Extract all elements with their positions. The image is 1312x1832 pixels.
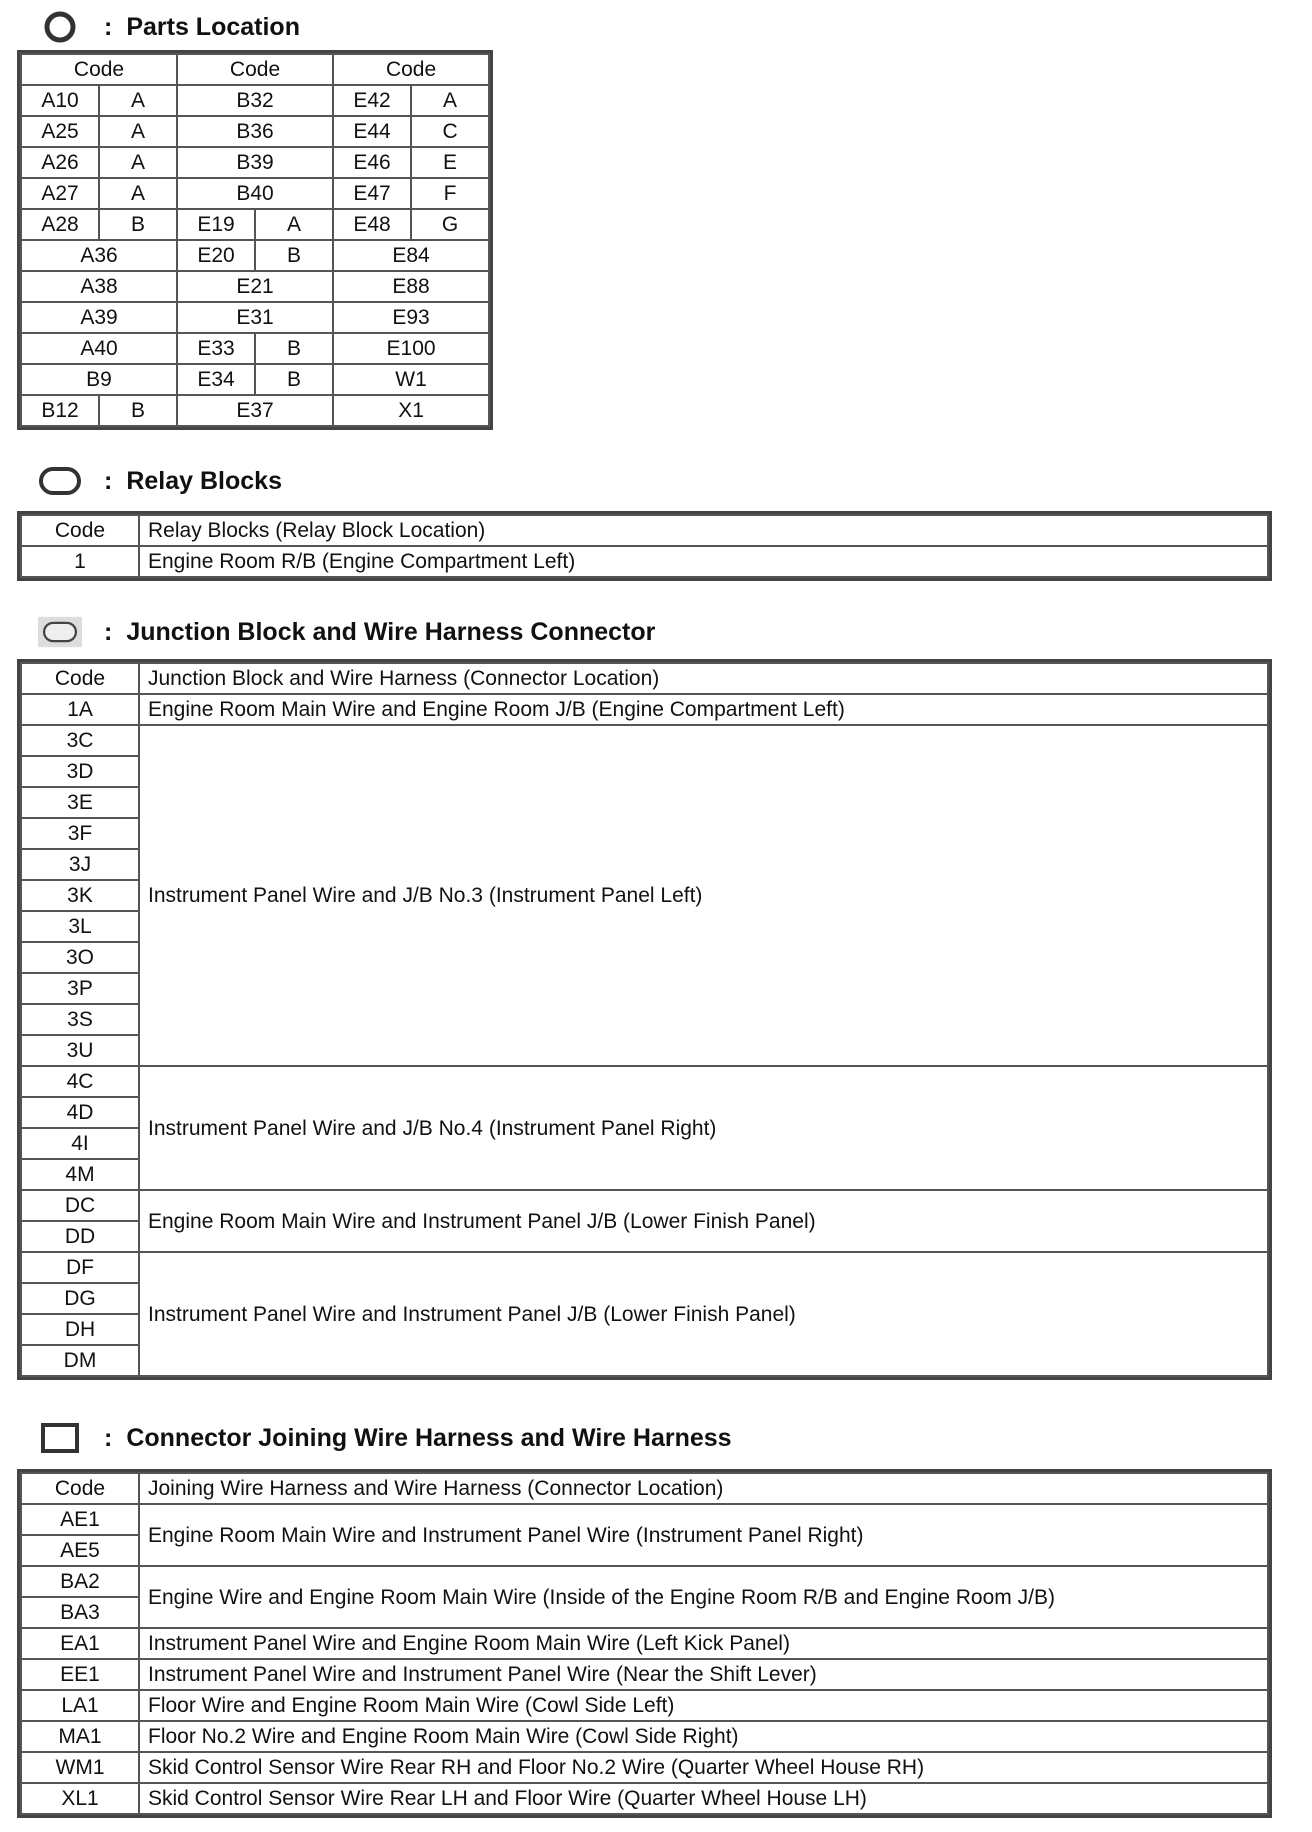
parts-location-table xyxy=(20,53,490,427)
location-description-cell: Engine Room Main Wire and Engine Room J/B (Engine Compartment Left) xyxy=(139,694,1268,725)
location-description-cell: Instrument Panel Wire and Instrument Panel J/B (Lower Finish Panel) xyxy=(139,1252,1268,1376)
location-description-cell: Engine Room Main Wire and Instrument Panel Wire (Instrument Panel Right) xyxy=(139,1504,1268,1566)
part-code-cell: B39 xyxy=(177,147,333,178)
table-row xyxy=(21,1566,1268,1597)
section-title: Junction Block and Wire Harness Connector xyxy=(126,617,656,646)
connector-code-cell: 3C xyxy=(21,725,139,756)
part-code-cell: B36 xyxy=(177,116,333,147)
part-code-cell: E46 xyxy=(333,147,411,178)
part-code-cell: A28 xyxy=(21,209,99,240)
table-row xyxy=(21,1783,1268,1814)
junction-block-table xyxy=(20,662,1269,1377)
location-description-cell: Floor No.2 Wire and Engine Room Main Wire (Cowl Side Right) xyxy=(139,1721,1268,1752)
connector-code-cell: 3F xyxy=(21,818,139,849)
connector-code-cell: 3K xyxy=(21,880,139,911)
connector-code-cell: DM xyxy=(21,1345,139,1376)
connector-code-cell: BA3 xyxy=(21,1597,139,1628)
part-code-cell: A36 xyxy=(21,240,177,271)
location-letter-cell: A xyxy=(99,116,177,147)
table-row xyxy=(21,1252,1268,1283)
table-row xyxy=(21,1066,1268,1097)
part-code-cell: B12 xyxy=(21,395,99,426)
location-column-header: Junction Block and Wire Harness (Connector Location) xyxy=(139,663,1268,694)
colon: : xyxy=(104,1423,113,1452)
column-header: Code xyxy=(21,54,177,85)
relay-blocks-table xyxy=(20,514,1269,578)
connector-code-cell: 3S xyxy=(21,1004,139,1035)
location-description-cell: Instrument Panel Wire and Instrument Panel Wire (Near the Shift Lever) xyxy=(139,1659,1268,1690)
connector-code-cell: 3P xyxy=(21,973,139,1004)
section-title: Parts Location xyxy=(126,12,300,41)
table-row xyxy=(21,1628,1268,1659)
square-symbol-icon xyxy=(38,1422,82,1454)
table-row xyxy=(21,395,489,426)
connector-code-cell: 3U xyxy=(21,1035,139,1066)
table-row xyxy=(21,725,1268,756)
location-description-cell: Engine Wire and Engine Room Main Wire (Inside of the Engine Room R/B and Engine Room J/B) xyxy=(139,1566,1268,1628)
connector-code-cell: 4D xyxy=(21,1097,139,1128)
location-description-cell: Instrument Panel Wire and J/B No.4 (Instrument Panel Right) xyxy=(139,1066,1268,1190)
connector-code-cell: LA1 xyxy=(21,1690,139,1721)
part-code-cell: E34 xyxy=(177,364,255,395)
junction-block-heading xyxy=(38,612,655,652)
colon: : xyxy=(104,466,113,495)
table-row xyxy=(21,116,489,147)
connector-code-cell: MA1 xyxy=(21,1721,139,1752)
table-row xyxy=(21,364,489,395)
part-code-cell: E37 xyxy=(177,395,333,426)
location-description-cell: Instrument Panel Wire and J/B No.3 (Instrument Panel Left) xyxy=(139,725,1268,1066)
section-title: Connector Joining Wire Harness and Wire Harness xyxy=(126,1423,732,1452)
table-row xyxy=(21,302,489,333)
connector-code-cell: 1 xyxy=(21,546,139,577)
location-letter-cell: E xyxy=(411,147,489,178)
colon: : xyxy=(104,617,113,646)
table-row xyxy=(21,546,1268,577)
table-header-row xyxy=(21,1473,1268,1504)
table-row xyxy=(21,240,489,271)
part-code-cell: E48 xyxy=(333,209,411,240)
connector-code-cell: DD xyxy=(21,1221,139,1252)
code-column-header: Code xyxy=(21,1473,139,1504)
part-code-cell: E47 xyxy=(333,178,411,209)
location-column-header: Relay Blocks (Relay Block Location) xyxy=(139,515,1268,546)
part-code-cell: E33 xyxy=(177,333,255,364)
location-column-header: Joining Wire Harness and Wire Harness (Connector Location) xyxy=(139,1473,1268,1504)
table-row xyxy=(21,1504,1268,1535)
location-letter-cell: A xyxy=(99,85,177,116)
connector-code-cell: EE1 xyxy=(21,1659,139,1690)
circle-symbol-icon xyxy=(38,10,82,44)
location-description-cell: Skid Control Sensor Wire Rear RH and Floor No.2 Wire (Quarter Wheel House RH) xyxy=(139,1752,1268,1783)
section-title: Relay Blocks xyxy=(126,466,282,495)
part-code-cell: A25 xyxy=(21,116,99,147)
connector-code-cell: 3O xyxy=(21,942,139,973)
table-header-row xyxy=(21,663,1268,694)
connector-code-cell: 4M xyxy=(21,1159,139,1190)
connector-code-cell: 3J xyxy=(21,849,139,880)
shaded-oval-symbol-icon xyxy=(38,612,82,652)
part-code-cell: E21 xyxy=(177,271,333,302)
connector-code-cell: XL1 xyxy=(21,1783,139,1814)
code-column-header: Code xyxy=(21,515,139,546)
table-header-row xyxy=(21,515,1268,546)
table-row xyxy=(21,1659,1268,1690)
location-letter-cell: B xyxy=(255,333,333,364)
table-row xyxy=(21,1721,1268,1752)
connector-code-cell: 1A xyxy=(21,694,139,725)
location-letter-cell: B xyxy=(255,364,333,395)
location-letter-cell: A xyxy=(255,209,333,240)
table-row xyxy=(21,147,489,178)
location-description-cell: Floor Wire and Engine Room Main Wire (Cowl Side Left) xyxy=(139,1690,1268,1721)
part-code-cell: A26 xyxy=(21,147,99,178)
table-row xyxy=(21,1190,1268,1221)
column-header: Code xyxy=(177,54,333,85)
part-code-cell: X1 xyxy=(333,395,489,426)
part-code-cell: B9 xyxy=(21,364,177,395)
part-code-cell: E20 xyxy=(177,240,255,271)
part-code-cell: B40 xyxy=(177,178,333,209)
connector-joining-table xyxy=(20,1472,1269,1815)
connector-code-cell: DF xyxy=(21,1252,139,1283)
location-description-cell: Engine Room R/B (Engine Compartment Left) xyxy=(139,546,1268,577)
location-letter-cell: B xyxy=(255,240,333,271)
table-row xyxy=(21,1752,1268,1783)
parts-location-heading xyxy=(38,10,300,44)
connector-code-cell: 3L xyxy=(21,911,139,942)
table-row xyxy=(21,178,489,209)
part-code-cell: E88 xyxy=(333,271,489,302)
table-row xyxy=(21,85,489,116)
part-code-cell: A39 xyxy=(21,302,177,333)
part-code-cell: E84 xyxy=(333,240,489,271)
location-letter-cell: B xyxy=(99,209,177,240)
location-description-cell: Engine Room Main Wire and Instrument Panel J/B (Lower Finish Panel) xyxy=(139,1190,1268,1252)
connector-code-cell: AE5 xyxy=(21,1535,139,1566)
connector-code-cell: 3E xyxy=(21,787,139,818)
connector-code-cell: WM1 xyxy=(21,1752,139,1783)
location-letter-cell: F xyxy=(411,178,489,209)
connector-code-cell: EA1 xyxy=(21,1628,139,1659)
column-header: Code xyxy=(333,54,489,85)
location-letter-cell: A xyxy=(99,147,177,178)
connector-code-cell: 4C xyxy=(21,1066,139,1097)
location-letter-cell: A xyxy=(411,85,489,116)
part-code-cell: E93 xyxy=(333,302,489,333)
connector-joining-heading xyxy=(38,1422,732,1454)
connector-code-cell: DG xyxy=(21,1283,139,1314)
colon: : xyxy=(104,12,113,41)
location-letter-cell: B xyxy=(99,395,177,426)
table-row xyxy=(21,694,1268,725)
part-code-cell: A27 xyxy=(21,178,99,209)
connector-code-cell: DH xyxy=(21,1314,139,1345)
part-code-cell: B32 xyxy=(177,85,333,116)
connector-code-cell: BA2 xyxy=(21,1566,139,1597)
relay-blocks-heading xyxy=(38,465,282,497)
table-row xyxy=(21,209,489,240)
part-code-cell: E31 xyxy=(177,302,333,333)
connector-code-cell: 4I xyxy=(21,1128,139,1159)
table-row xyxy=(21,333,489,364)
connector-code-cell: 3D xyxy=(21,756,139,787)
part-code-cell: A38 xyxy=(21,271,177,302)
connector-code-cell: AE1 xyxy=(21,1504,139,1535)
location-description-cell: Skid Control Sensor Wire Rear LH and Floor Wire (Quarter Wheel House LH) xyxy=(139,1783,1268,1814)
part-code-cell: A10 xyxy=(21,85,99,116)
part-code-cell: E100 xyxy=(333,333,489,364)
table-row xyxy=(21,271,489,302)
connector-code-cell: DC xyxy=(21,1190,139,1221)
part-code-cell: W1 xyxy=(333,364,489,395)
table-row xyxy=(21,1690,1268,1721)
part-code-cell: E19 xyxy=(177,209,255,240)
oval-symbol-icon xyxy=(38,465,82,497)
part-code-cell: E44 xyxy=(333,116,411,147)
code-column-header: Code xyxy=(21,663,139,694)
part-code-cell: A40 xyxy=(21,333,177,364)
location-letter-cell: G xyxy=(411,209,489,240)
location-description-cell: Instrument Panel Wire and Engine Room Main Wire (Left Kick Panel) xyxy=(139,1628,1268,1659)
part-code-cell: E42 xyxy=(333,85,411,116)
location-letter-cell: A xyxy=(99,178,177,209)
location-letter-cell: C xyxy=(411,116,489,147)
table-header-row xyxy=(21,54,489,85)
